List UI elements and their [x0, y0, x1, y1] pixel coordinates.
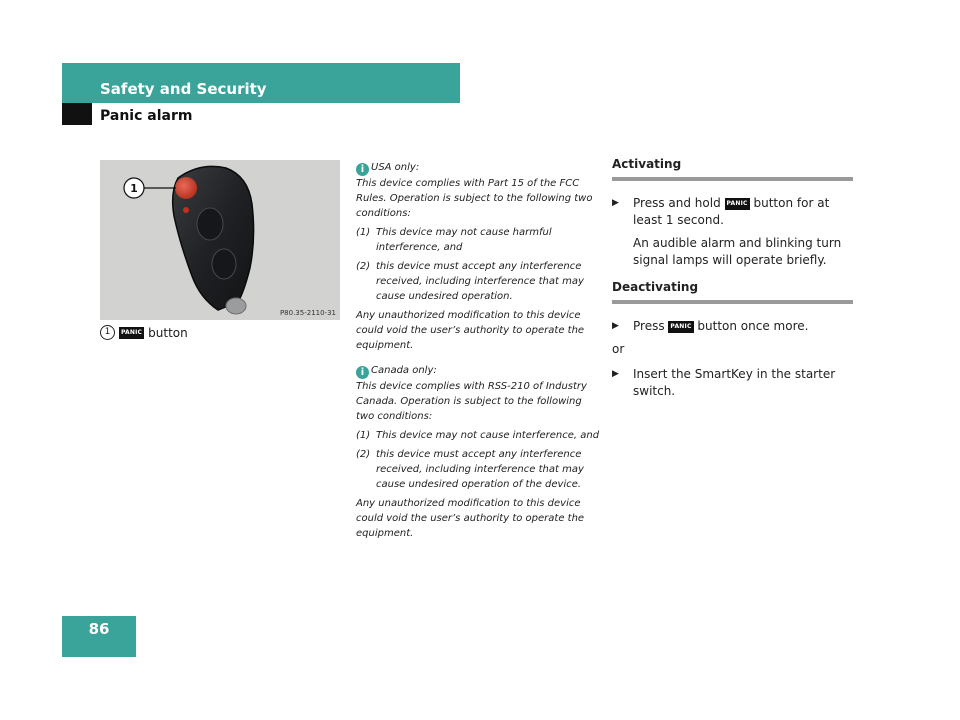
- page-number: 86: [88, 620, 110, 638]
- canada-condition: [356, 428, 601, 443]
- canada-note: [356, 363, 601, 541]
- info-icon: i: [356, 163, 369, 176]
- unlock-button-shape: [212, 249, 236, 279]
- usa-condition: [356, 259, 601, 304]
- or-separator: or: [612, 342, 625, 356]
- condition-number: (1): [356, 430, 371, 441]
- condition-number: (1): [356, 227, 371, 238]
- arrow-bullet-icon: ▶: [612, 369, 619, 379]
- panic-button-shape: [175, 177, 197, 199]
- deactivating-step: [612, 318, 853, 335]
- condition-text: This device may not cause interference, and: [376, 430, 600, 441]
- caption-text: button: [148, 325, 188, 340]
- condition-text: this device must accept any interference received, including interference that may cause undesired operation of the device.: [376, 449, 584, 490]
- usa-note: [356, 160, 601, 353]
- regulatory-notes: [356, 160, 601, 545]
- canada-note-footer: Any unauthorized modification to this device could void the user’s authority to operate the equipment.: [356, 498, 585, 539]
- image-code: P80.35-2110-31: [279, 309, 336, 317]
- callout-number: 1: [130, 182, 138, 195]
- deactivating-heading: Deactivating: [612, 280, 699, 294]
- smartkey-photo: [100, 160, 340, 320]
- key-blade-end: [226, 298, 246, 314]
- activating-result: An audible alarm and blinking turn signal lamps will operate briefly.: [633, 236, 842, 267]
- smartkey-illustration: [100, 160, 340, 320]
- caption-number: 1: [100, 325, 115, 340]
- info-icon: i: [356, 366, 369, 379]
- activating-step: [612, 195, 853, 229]
- lock-button-shape: [197, 208, 223, 240]
- panic-badge-icon: PANIC: [119, 327, 144, 339]
- step-text: button for at least 1 second.: [633, 196, 830, 227]
- instructions: [612, 156, 853, 406]
- step-text: button once more.: [697, 319, 809, 333]
- figure-caption: [100, 325, 188, 340]
- canada-condition: [356, 447, 601, 492]
- usa-condition: [356, 225, 601, 255]
- canada-note-intro: This device complies with RSS-210 of Industry Canada. Operation is subject to the following two conditions:: [356, 381, 587, 422]
- panic-badge-icon: PANIC: [725, 198, 750, 210]
- step-text: Press and hold: [633, 196, 721, 210]
- activating-heading: Activating: [612, 157, 682, 171]
- condition-number: (2): [356, 449, 371, 460]
- indicator-lamp: [183, 207, 189, 213]
- section-rule: [612, 300, 853, 304]
- canada-note-title: Canada only:: [371, 365, 437, 376]
- page-title: Panic alarm: [100, 108, 193, 124]
- usa-note-footer: Any unauthorized modification to this device could void the user’s authority to operate the equipment.: [356, 310, 585, 351]
- deactivating-step: [612, 366, 853, 400]
- step-text: Insert the SmartKey in the starter switch.: [633, 367, 836, 398]
- arrow-bullet-icon: ▶: [612, 198, 619, 208]
- usa-note-intro: This device complies with Part 15 of the FCC Rules. Operation is subject to the following two conditions:: [356, 178, 593, 219]
- condition-text: this device must accept any interference received, including interference that may cause undesired operation.: [376, 261, 584, 302]
- condition-text: This device may not cause harmful interference, and: [376, 227, 552, 253]
- condition-number: (2): [356, 261, 371, 272]
- panic-badge-icon: PANIC: [668, 321, 693, 333]
- usa-note-title: USA only:: [371, 162, 420, 173]
- section-title: Safety and Security: [100, 80, 267, 98]
- arrow-bullet-icon: ▶: [612, 321, 619, 331]
- step-text: Press: [633, 319, 665, 333]
- section-rule: [612, 177, 853, 181]
- header-marker: [62, 103, 92, 125]
